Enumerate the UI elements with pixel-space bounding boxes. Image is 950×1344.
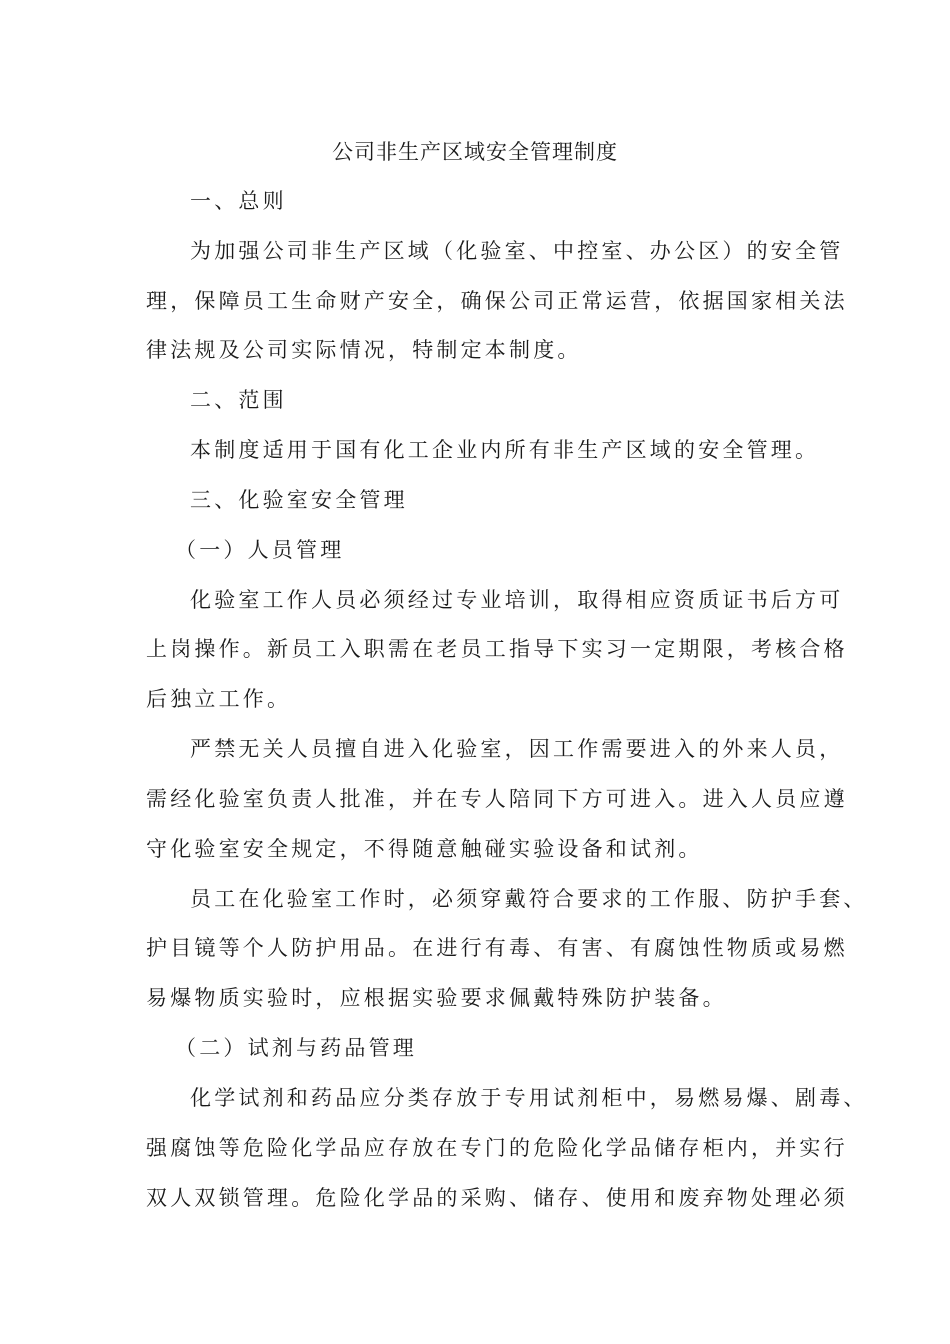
paragraph-line: 护目镜等个人防护用品。在进行有毒、有害、有腐蚀性物质或易燃 (146, 936, 848, 960)
paragraph-line: 律法规及公司实际情况，特制定本制度。 (146, 338, 582, 362)
paragraph-line: 为加强公司非生产区域（化验室、中控室、办公区）的安全管 (190, 239, 844, 263)
subsection-heading-reagents: （二）试剂与药品管理 (175, 1036, 417, 1060)
paragraph-line: 员工在化验室工作时，必须穿戴符合要求的工作服、防护手套、 (190, 887, 868, 911)
paragraph-line: 本制度适用于国有化工企业内所有非生产区域的安全管理。 (190, 438, 820, 462)
paragraph-line: 化验室工作人员必须经过专业培训，取得相应资质证书后方可 (190, 588, 844, 612)
paragraph-line: 强腐蚀等危险化学品应存放在专门的危险化学品储存柜内，并实行 (146, 1136, 848, 1160)
paragraph-line: 双人双锁管理。危险化学品的采购、储存、使用和废弃物处理必须 (146, 1186, 848, 1210)
paragraph-line: 上岗操作。新员工入职需在老员工指导下实习一定期限，考核合格 (146, 637, 848, 661)
paragraph-line: 后独立工作。 (146, 687, 292, 711)
document-title: 公司非生产区域安全管理制度 (332, 140, 618, 164)
paragraph-line: 需经化验室负责人批准，并在专人陪同下方可进入。进入人员应遵 (146, 787, 848, 811)
section-heading-lab: 三、化验室安全管理 (190, 488, 408, 512)
paragraph-line: 易爆物质实验时，应根据实验要求佩戴特殊防护装备。 (146, 986, 727, 1010)
paragraph-line: 化学试剂和药品应分类存放于专用试剂柜中，易燃易爆、剧毒、 (190, 1086, 868, 1110)
subsection-heading-personnel: （一）人员管理 (175, 538, 345, 562)
paragraph-line: 严禁无关人员擅自进入化验室，因工作需要进入的外来人员， (190, 737, 844, 761)
section-heading-scope: 二、范围 (190, 388, 287, 412)
section-heading-general: 一、总则 (190, 189, 287, 213)
paragraph-line: 守化验室安全规定，不得随意触碰实验设备和试剂。 (146, 837, 703, 861)
paragraph-line: 理，保障员工生命财产安全，确保公司正常运营，依据国家相关法 (146, 289, 848, 313)
